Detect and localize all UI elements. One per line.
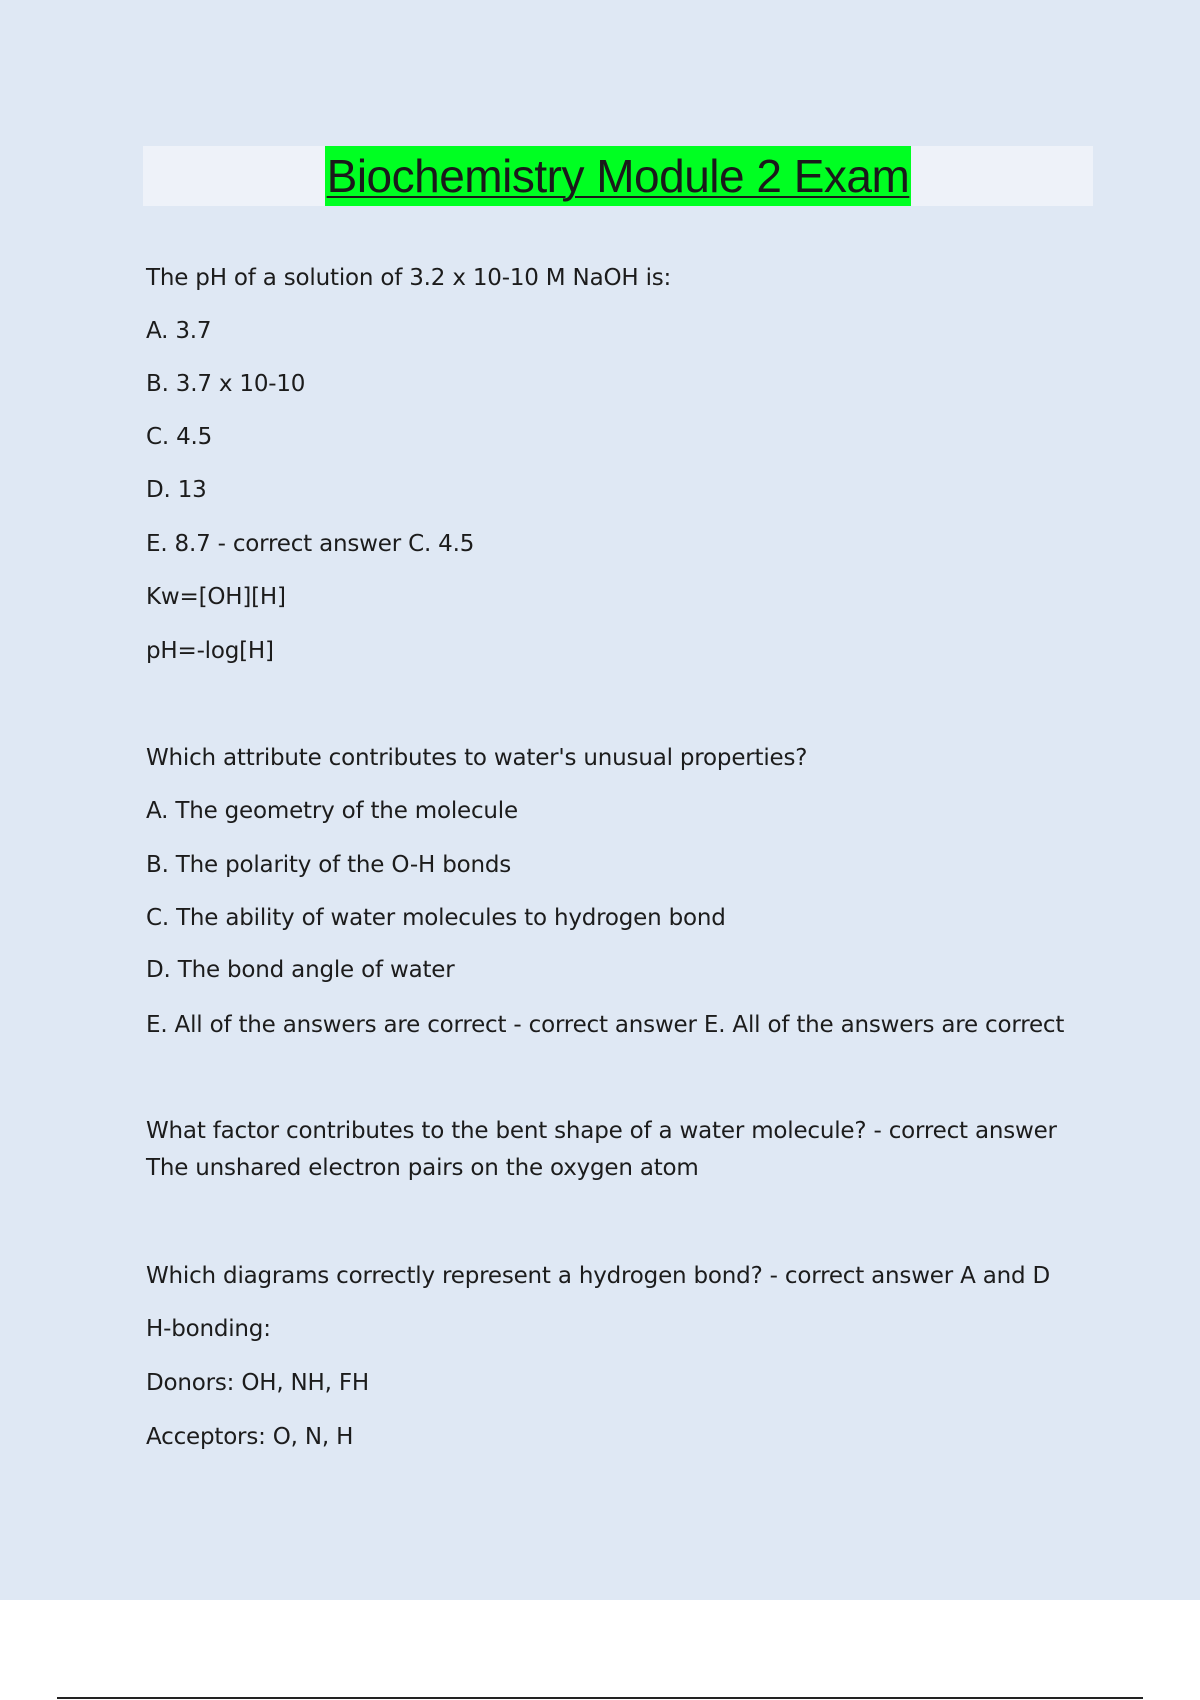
q1-option-b: B. 3.7 x 10-10	[146, 371, 306, 397]
question-1: The pH of a solution of 3.2 x 10-10 M NaOH is:	[146, 265, 672, 291]
title-bar	[143, 146, 1093, 206]
q1-option-a: A. 3.7	[146, 318, 212, 344]
q2-option-a: A. The geometry of the molecule	[146, 798, 518, 824]
question-4: Which diagrams correctly represent a hydrogen bond? - correct answer A and D	[146, 1263, 1051, 1289]
q2-option-d: D. The bond angle of water	[146, 957, 455, 983]
footer-divider	[57, 1697, 1143, 1699]
q2-option-b: B. The polarity of the O-H bonds	[146, 852, 512, 878]
q1-option-c: C. 4.5	[146, 424, 213, 450]
question-3: What factor contributes to the bent shape of a water molecule? - correct answer The unshared electron pairs on the oxygen atom	[146, 1118, 1057, 1181]
q1-option-d: D. 13	[146, 477, 207, 503]
q2-option-e: E. All of the answers are correct - correct answer E. All of the answers are correct	[146, 1012, 1065, 1038]
q4-note-acceptors: Acceptors: O, N, H	[146, 1424, 354, 1450]
q2-option-c: C. The ability of water molecules to hydrogen bond	[146, 905, 726, 931]
q1-note-kw: Kw=[OH][H]	[146, 584, 286, 610]
question-2: Which attribute contributes to water's unusual properties?	[146, 745, 808, 771]
q4-note-h-bonding: H-bonding:	[146, 1316, 271, 1342]
q1-note-ph: pH=-log[H]	[146, 638, 274, 664]
page-title: Biochemistry Module 2 Exam	[325, 146, 912, 206]
q4-note-donors: Donors: OH, NH, FH	[146, 1370, 369, 1396]
q1-option-e: E. 8.7 - correct answer C. 4.5	[146, 531, 475, 557]
